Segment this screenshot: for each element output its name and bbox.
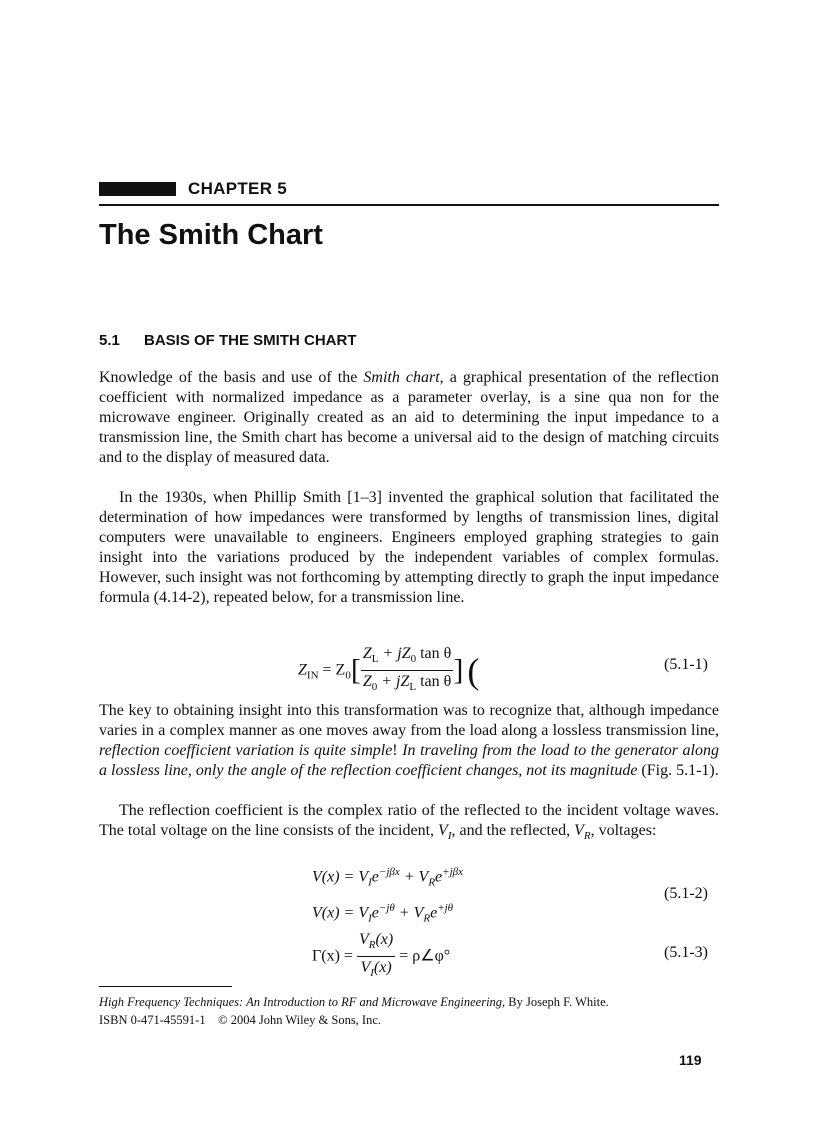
chapter-bar xyxy=(99,182,176,196)
eq2-line2-sub1: I xyxy=(368,912,372,925)
eq3-num-rest: (x) xyxy=(375,931,394,948)
eq1-num-sub: L xyxy=(371,653,379,666)
eq2-line2-sup2: +jθ xyxy=(437,902,454,914)
paragraph-4-text-a: The reflection coefficient is the complex ratio of the reflected to the incident voltage waves. The total voltage on the line consists of the incident, xyxy=(99,802,719,839)
eq2-line1-sup2: +jβx xyxy=(442,866,463,878)
eq1-left-bracket: [ xyxy=(350,653,361,687)
paragraph-3-emphasis-2: In traveling from the load to the generator along a lossless line, only the angle of the reflection coefficient changes, not its magnitude xyxy=(99,742,720,779)
footnote-rule xyxy=(99,986,232,987)
paragraph-2 xyxy=(99,488,719,608)
eq1-num-rest: + jZ xyxy=(378,645,411,662)
eq2-line2-text: V(x) = V xyxy=(312,904,369,922)
equation-number-5-1-1: (5.1-1) xyxy=(664,656,708,673)
eq1-z0: = Z xyxy=(322,661,346,679)
eq1-numerator xyxy=(361,644,454,671)
eq3-lhs: Γ(x) = xyxy=(312,947,353,965)
eq3-numerator xyxy=(357,930,395,957)
footnote-book-title: High Frequency Techniques: An Introduction to RF and Microwave Engineering, xyxy=(99,995,506,1009)
paragraph-4-vi: V xyxy=(438,822,448,839)
paragraph-4-vi-sub: I xyxy=(447,830,452,843)
paragraph-4-vr-sub: R xyxy=(583,830,591,843)
chapter-title: The Smith Chart xyxy=(99,219,323,251)
eq3-den-v: V xyxy=(360,959,371,977)
paragraph-4-text-b: , and the reflected, xyxy=(451,822,575,839)
paragraph-2-text: In the 1930s, when Phillip Smith [1–3] invented the graphical solution that facilitated the determination of how impedances were transformed by lengths of transmission lines, digital computers were unavailable to engineers. Engineers employed graphing strategies to gain insight into the variations produced by the independent variables of complex formulas. However, such insight was not forthcoming by attempting directly to graph the input impedance formula (4.14-2), repeated below, for a transmission line. xyxy=(99,489,719,606)
equation-5-1-2-line-1 xyxy=(312,866,463,889)
eq2-line1-plus: + V xyxy=(399,868,429,886)
paragraph-3-text-a: The key to obtaining insight into this transformation was to recognize that, although impedance varies in a complex manner as one moves away from the load along a lossless transmission line, xyxy=(99,702,719,739)
footnote-author: By Joseph F. White. xyxy=(505,995,609,1009)
eq1-right-bracket: ] xyxy=(453,653,464,687)
eq1-lhs: Z xyxy=(298,661,307,679)
eq3-fraction xyxy=(357,930,395,983)
eq3-rhs: = ρ∠φ° xyxy=(399,947,451,965)
chapter-label: CHAPTER 5 xyxy=(188,179,288,198)
eq1-den-sub: 0 xyxy=(371,681,378,694)
paragraph-1-text-a: Knowledge of the basis and use of the xyxy=(99,369,364,386)
eq1-lhs-sub: IN xyxy=(306,669,319,682)
page-number: 119 xyxy=(679,1052,702,1068)
footnote-isbn: ISBN 0-471-45591-1 © 2004 John Wiley & Sons, Inc. xyxy=(99,1013,382,1027)
eq2-line2-e2: e xyxy=(430,904,438,922)
paragraph-1-text-b: , a graphical presentation of the reflection coefficient with normalized impedance as a parameter overlay, is a sine qua non for the microwave engineer. Originally created as an aid to determining the input impedance to a transmission line, the Smith chart has become a universal aid to the design of matching circuits and to the display of measured data. xyxy=(99,369,720,466)
paragraph-3-text-b: ! xyxy=(392,742,403,759)
eq2-line1-text: V(x) = V xyxy=(312,868,369,886)
eq1-num-z: Z xyxy=(362,645,372,662)
equation-5-1-3 xyxy=(312,930,450,983)
eq3-den-rest: (x) xyxy=(373,959,392,977)
eq1-paren: ( xyxy=(467,650,480,691)
eq1-den-rest-sub: L xyxy=(409,681,417,694)
section-title: BASIS OF THE SMITH CHART xyxy=(144,332,357,349)
eq2-line2-plus: + V xyxy=(394,904,424,922)
eq2-line1-sub1: I xyxy=(368,876,372,889)
equation-5-1-1 xyxy=(298,644,479,697)
eq1-num-tan: tan θ xyxy=(416,645,452,662)
paragraph-4-vr: V xyxy=(574,822,584,839)
paragraph-3-emphasis-1: reflection coefficient variation is quite simple xyxy=(99,742,393,759)
eq1-fraction xyxy=(361,644,454,697)
eq1-den-z: Z xyxy=(362,673,372,691)
eq2-line1-e: e xyxy=(371,868,379,886)
eq2-line1-e2: e xyxy=(435,868,443,886)
paragraph-3-text-c: (Fig. 5.1-1). xyxy=(637,762,719,779)
eq2-line1-sub2: R xyxy=(428,876,436,889)
eq1-denominator xyxy=(361,671,454,697)
paragraph-4 xyxy=(99,801,719,846)
paragraph-3 xyxy=(99,701,719,781)
eq1-num-rest-sub: 0 xyxy=(410,653,417,666)
eq3-num-sub: R xyxy=(368,939,376,952)
eq2-line1-sup1: −jβx xyxy=(378,866,400,878)
paragraph-4-text-c: , voltages: xyxy=(590,822,657,839)
equation-number-5-1-3: (5.1-3) xyxy=(664,944,708,961)
section-number: 5.1 xyxy=(99,332,120,349)
eq3-den-sub: I xyxy=(370,967,374,980)
eq2-line2-sup1: −jθ xyxy=(378,902,395,914)
footnote xyxy=(99,994,719,1028)
equation-5-1-2-line-2 xyxy=(312,902,453,925)
eq2-line2-sub2: R xyxy=(423,912,431,925)
eq3-num-v: V xyxy=(358,931,369,948)
eq2-line2-e: e xyxy=(371,904,379,922)
eq1-den-tan: tan θ xyxy=(416,673,452,691)
eq1-z0-sub: 0 xyxy=(345,669,351,682)
eq1-den-rest: + jZ xyxy=(377,673,410,691)
paragraph-1 xyxy=(99,368,719,468)
eq3-denominator xyxy=(357,957,395,983)
section-heading xyxy=(99,332,357,349)
equation-number-5-1-2: (5.1-2) xyxy=(664,885,708,902)
chapter-rule xyxy=(99,204,719,206)
paragraph-1-emphasis: Smith chart xyxy=(363,369,440,386)
